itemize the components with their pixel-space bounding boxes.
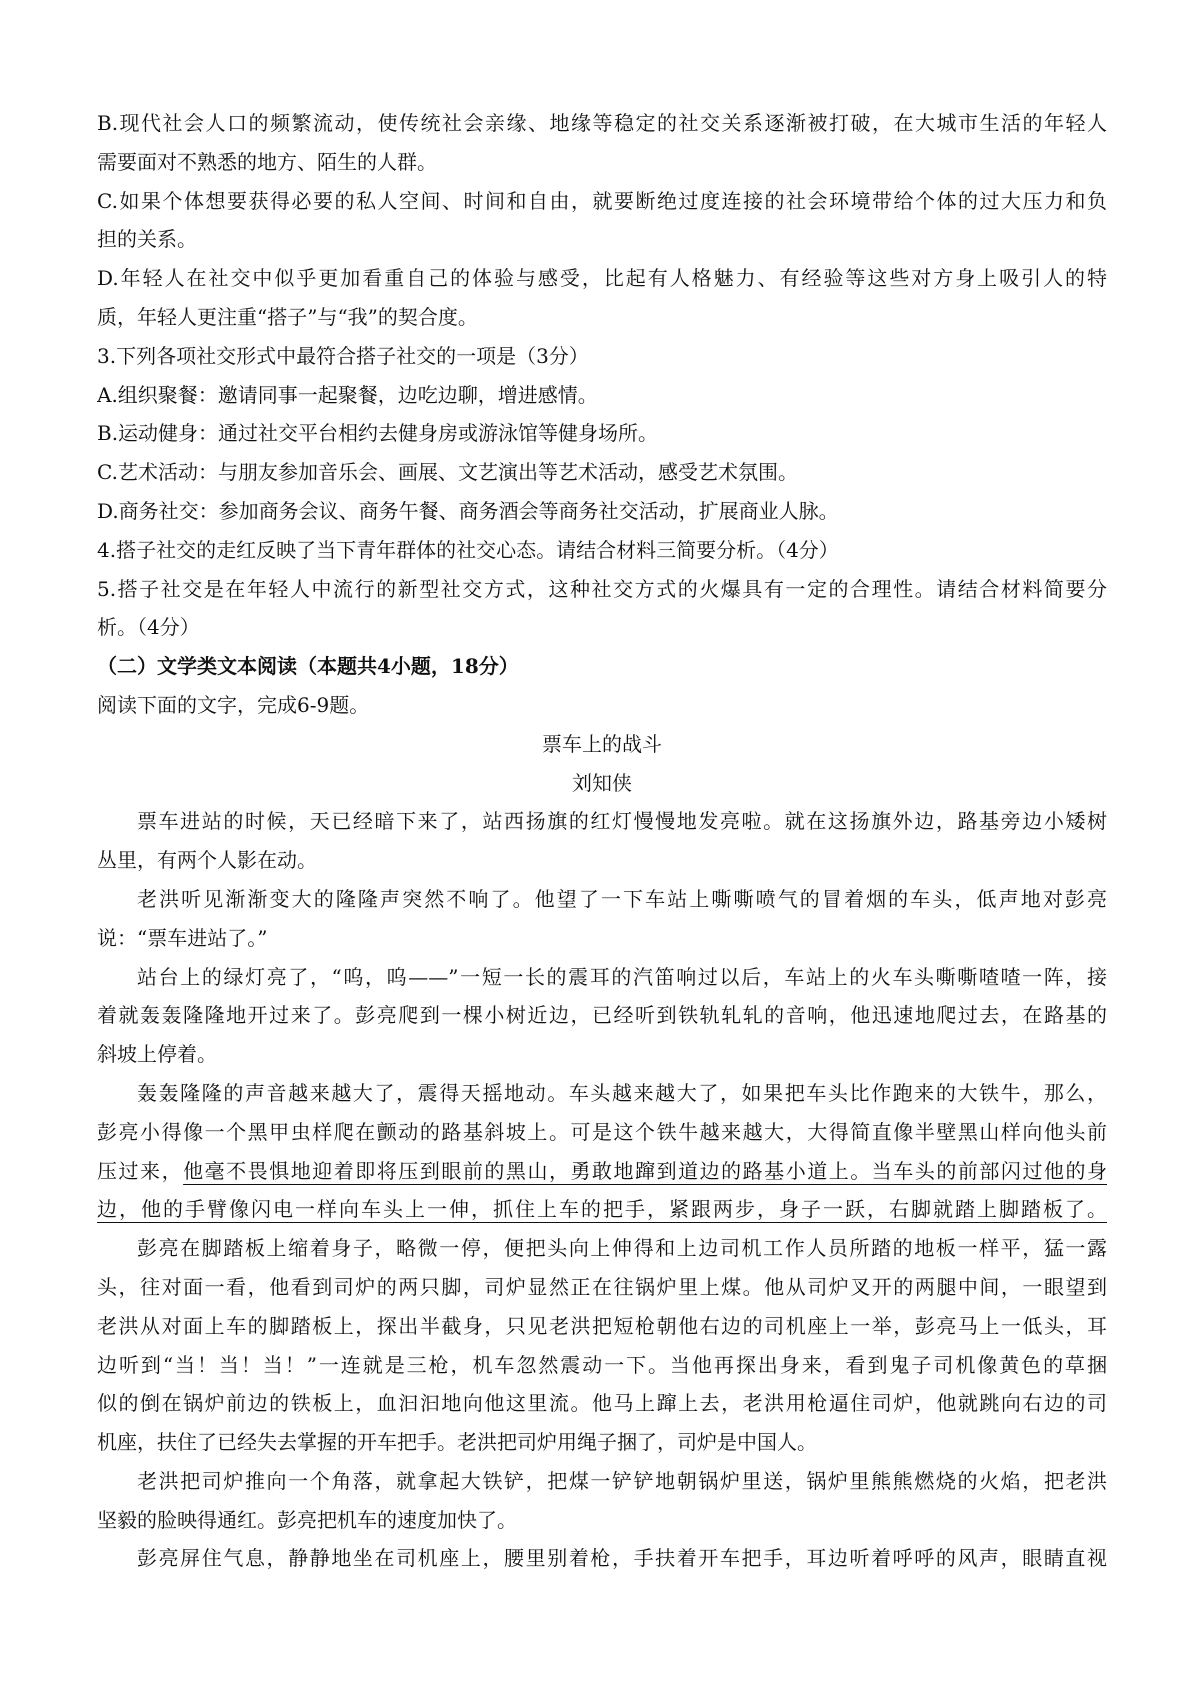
text-line: 头，往对面一看，他看到司炉的两只脚，司炉显然正在往锅炉里上煤。他从司炉叉开的两腿中间，一眼望到: [97, 1274, 1107, 1299]
text-line: D.年轻人在社交中似乎更加看重自己的体验与感受，比起有人格魅力、有经验等这些对方身上吸引人的特: [97, 266, 1107, 291]
text-line: 说：“票车进站了。”: [97, 925, 268, 950]
text-line: 阅读下面的文字，完成6-9题。: [97, 692, 370, 717]
text-line: A.组织聚餐：邀请同事一起聚餐，边吃边聊，增进感情。: [97, 382, 598, 407]
text-line: 彭亮在脚踏板上缩着身子，略微一停，便把头向上伸得和上边司机工作人员所踏的地板一样平，猛一露: [137, 1236, 1107, 1261]
text-line: 老洪从对面上车的脚踏板上，探出半截身，只见老洪把短枪朝他右边的司机座上一举，彭亮马上一低头，耳: [97, 1313, 1107, 1338]
text-line: 站台上的绿灯亮了，“呜，呜——”一短一长的震耳的汽笛响过以后，车站上的火车头嘶嘶喳喳一阵，接: [137, 964, 1107, 989]
text-line: B.运动健身：通过社交平台相约去健身房或游泳馆等健身场所。: [97, 421, 659, 446]
text-line: 彭亮小得像一个黑甲虫样爬在颤动的路基斜坡上。可是这个铁牛越来越大，大得简直像半壁黑山样向他头前: [97, 1119, 1107, 1144]
document-page: [97, 104, 1107, 1578]
text-line: [97, 1152, 1107, 1191]
text-line: 丛里，有两个人影在动。: [97, 848, 317, 873]
text-line: B.现代社会人口的频繁流动，使传统社会亲缘、地缘等稳定的社交关系逐渐被打破，在大城市生活的年轻人: [97, 111, 1107, 135]
underlined-passage: 他毫不畏惧地迎着即将压到眼前的黑山，勇敢地蹿到道边的路基小道上。当车头的前部闪过他的身: [183, 1158, 1107, 1183]
text-body: [97, 104, 1107, 1578]
text-line: 斜坡上停着。: [97, 1042, 217, 1067]
text-line: 似的倒在锅炉前边的铁板上，血汩汩地向他这里流。他马上蹿上去，老洪用枪逼住司炉，他就跳向右边的司: [97, 1391, 1107, 1416]
text-line: [97, 1190, 1107, 1229]
text-line: 边听到“当！当！当！”一连就是三枪，机车忽然震动一下。当他再探出身来，看到鬼子司机像黄色的草捆: [97, 1352, 1107, 1377]
text-line: 票车上的战斗: [542, 731, 662, 756]
line-text: 压过来，: [97, 1158, 184, 1183]
text-line: 坚毅的脸映得通红。彭亮把机车的速度加快了。: [97, 1507, 517, 1532]
text-line: 机座，扶住了已经失去掌握的开车把手。老洪把司炉用绳子捆了，司炉是中国人。: [97, 1430, 817, 1455]
text-line: 4.搭子社交的走红反映了当下青年群体的社交心态。请结合材料三简要分析。（4分）: [97, 537, 839, 562]
text-line: 刘知侠: [572, 770, 632, 795]
text-line: 彭亮屏住气息，静静地坐在司机座上，腰里别着枪，手扶着开车把手，耳边听着呼呼的风声，眼睛直视: [137, 1546, 1107, 1571]
text-line: 着就轰轰隆隆地开过来了。彭亮爬到一棵小树近边，已经听到铁轨轧轧的音响，他迅速地爬过去，在路基的: [97, 1003, 1107, 1028]
text-line: 老洪把司炉推向一个角落，就拿起大铁铲，把煤一铲铲地朝锅炉里送，锅炉里熊熊燃烧的火焰，把老洪: [137, 1468, 1107, 1493]
text-line: 析。（4分）: [97, 615, 200, 640]
text-line: 质，年轻人更注重“搭子”与“我”的契合度。: [97, 304, 478, 329]
text-line: 3.下列各项社交形式中最符合搭子社交的一项是（3分）: [97, 343, 589, 368]
underlined-passage: 边，他的手臂像闪电一样向车头上一伸，抓住上车的把手，紧跟两步，身子一跃，右脚就踏上脚踏板了。: [97, 1197, 1107, 1222]
text-line: （二）文学类文本阅读（本题共4小题，18分）: [97, 654, 519, 679]
text-line: 5.搭子社交是在年轻人中流行的新型社交方式，这种社交方式的火爆具有一定的合理性。请结合材料简要分: [97, 576, 1107, 601]
text-line: D.商务社交：参加商务会议、商务午餐、商务酒会等商务社交活动，扩展商业人脉。: [97, 498, 839, 523]
text-line: 担的关系。: [97, 227, 197, 252]
text-line: C.如果个体想要获得必要的私人空间、时间和自由，就要断绝过度连接的社会环境带给个体的过大压力和负: [97, 188, 1107, 213]
text-line: 票车进站的时候，天已经暗下来了，站西扬旗的红灯慢慢地发亮啦。就在这扬旗外边，路基旁边小矮树: [137, 809, 1107, 834]
text-line: C.艺术活动：与朋友参加音乐会、画展、文艺演出等艺术活动，感受艺术氛围。: [97, 460, 798, 485]
text-line: 老洪听见渐渐变大的隆隆声突然不响了。他望了一下车站上嘶嘶喷气的冒着烟的车头，低声地对彭亮: [137, 886, 1107, 911]
text-line: 轰轰隆隆的声音越来越大了，震得天摇地动。车头越来越大了，如果把车头比作跑来的大铁牛，那么，: [137, 1080, 1107, 1105]
text-line: 需要面对不熟悉的地方、陌生的人群。: [97, 149, 437, 174]
